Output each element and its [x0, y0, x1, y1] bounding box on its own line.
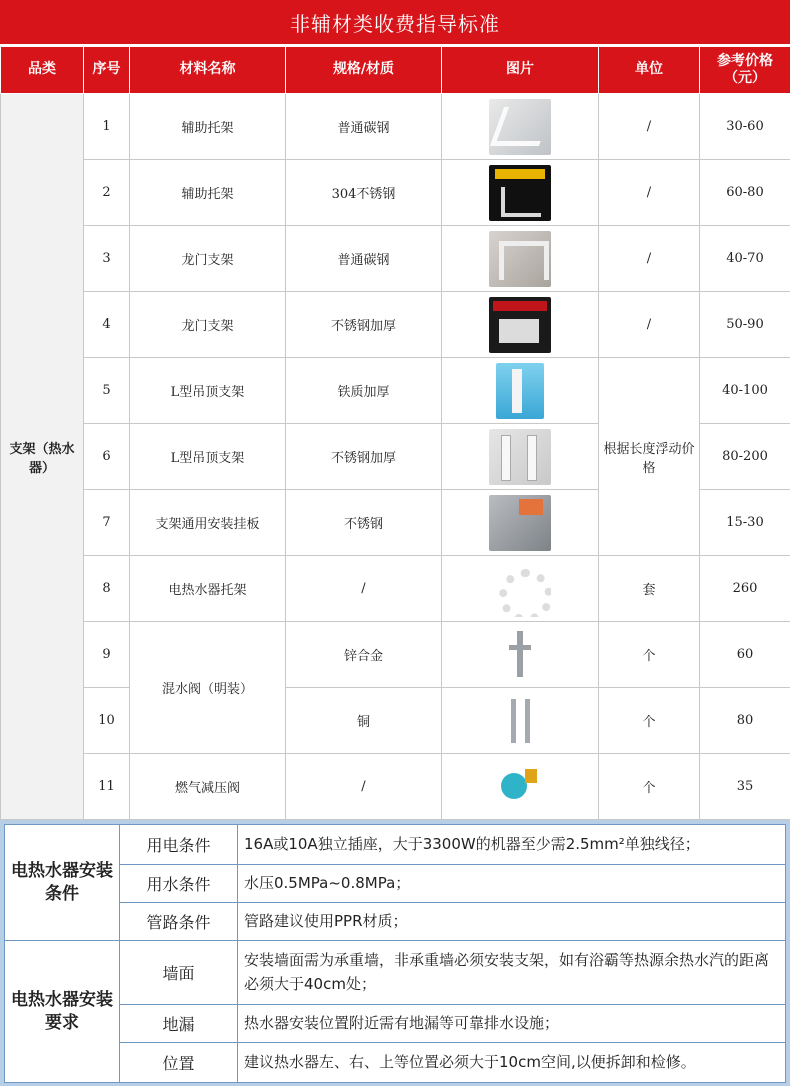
row-price: 260 — [700, 556, 790, 622]
row-spec: 不锈钢 — [286, 490, 442, 556]
row-spec: 铜 — [286, 688, 442, 754]
installation-panel — [0, 820, 790, 1086]
row-unit: / — [599, 160, 700, 226]
row-no: 11 — [84, 754, 130, 820]
row-spec: / — [286, 754, 442, 820]
steel-bracket-image — [489, 99, 551, 155]
row-name: 燃气减压阀 — [130, 754, 286, 820]
requirement-value: 建议热水器左、右、上等位置必须大于10cm空间,以便拆卸和检修。 — [238, 1043, 786, 1083]
copper-mixing-valve-image — [489, 693, 551, 749]
row-price: 40-70 — [700, 226, 790, 292]
requirement-label: 位置 — [120, 1043, 238, 1083]
row-name: 支架通用安装挂板 — [130, 490, 286, 556]
condition-row — [5, 865, 786, 903]
zinc-mixing-valve-image — [489, 627, 551, 683]
row-price: 30-60 — [700, 94, 790, 160]
header-no: 序号 — [84, 47, 130, 94]
l-ceiling-bracket-image — [496, 363, 544, 419]
row-price: 80-200 — [700, 424, 790, 490]
mounting-plate-image — [489, 495, 551, 551]
row-name: L型吊顶支架 — [130, 358, 286, 424]
row-spec: 铁质加厚 — [286, 358, 442, 424]
row-no: 5 — [84, 358, 130, 424]
stainless-bracket-image — [489, 165, 551, 221]
row-price: 60-80 — [700, 160, 790, 226]
row-no: 9 — [84, 622, 130, 688]
requirement-row — [5, 1043, 786, 1083]
row-spec: / — [286, 556, 442, 622]
row-price: 40-100 — [700, 358, 790, 424]
row-price: 80 — [700, 688, 790, 754]
table-row — [1, 226, 790, 292]
table-row — [1, 160, 790, 226]
header-spec: 规格/材质 — [286, 47, 442, 94]
install-requirements-group: 电热水器安装要求 — [5, 941, 120, 1083]
condition-label: 管路条件 — [120, 903, 238, 941]
row-name: 辅助托架 — [130, 160, 286, 226]
condition-value: 水压0.5MPa~0.8MPa； — [238, 865, 786, 903]
row-no: 2 — [84, 160, 130, 226]
header-unit: 单位 — [599, 47, 700, 94]
row-unit: 个 — [599, 688, 700, 754]
row-price: 50-90 — [700, 292, 790, 358]
l-ceiling-stainless-image — [489, 429, 551, 485]
row-price: 35 — [700, 754, 790, 820]
table-row — [1, 688, 790, 754]
fee-table — [0, 46, 790, 820]
row-name: 辅助托架 — [130, 94, 286, 160]
row-name: 龙门支架 — [130, 226, 286, 292]
category-cell: 支架（热水器） — [1, 94, 84, 820]
condition-row — [5, 903, 786, 941]
installation-table — [4, 824, 786, 1083]
row-no: 4 — [84, 292, 130, 358]
header-image: 图片 — [442, 47, 599, 94]
gas-regulator-image — [489, 759, 551, 815]
unit-merged-cell: 根据长度浮动价格 — [599, 358, 700, 556]
heater-tray-image — [489, 561, 551, 617]
row-name: 龙门支架 — [130, 292, 286, 358]
table-row — [1, 754, 790, 820]
table-row — [1, 94, 790, 160]
install-conditions-group: 电热水器安装条件 — [5, 825, 120, 941]
row-no: 10 — [84, 688, 130, 754]
requirement-label: 地漏 — [120, 1005, 238, 1043]
row-price: 15-30 — [700, 490, 790, 556]
row-no: 8 — [84, 556, 130, 622]
requirement-value: 安装墙面需为承重墙，非承重墙必须安装支架，如有浴霸等热源余热水汽的距离必须大于40cm处； — [238, 941, 786, 1005]
row-name: 电热水器托架 — [130, 556, 286, 622]
row-name: 混水阀（明装） — [130, 622, 286, 754]
row-unit: 个 — [599, 754, 700, 820]
row-no: 7 — [84, 490, 130, 556]
row-unit: / — [599, 226, 700, 292]
row-unit: / — [599, 94, 700, 160]
stainless-gantry-image — [489, 297, 551, 353]
row-unit: / — [599, 292, 700, 358]
header-name: 材料名称 — [130, 47, 286, 94]
table-row — [1, 358, 790, 424]
condition-value: 16A或10A独立插座，大于3300W的机器至少需2.5mm²单独线径； — [238, 825, 786, 865]
row-spec: 304不锈钢 — [286, 160, 442, 226]
requirement-value: 热水器安装位置附近需有地漏等可靠排水设施； — [238, 1005, 786, 1043]
row-unit: 套 — [599, 556, 700, 622]
row-spec: 普通碳钢 — [286, 94, 442, 160]
table-row — [1, 292, 790, 358]
row-no: 3 — [84, 226, 130, 292]
condition-row — [5, 825, 786, 865]
row-spec: 不锈钢加厚 — [286, 292, 442, 358]
table-row — [1, 622, 790, 688]
row-no: 1 — [84, 94, 130, 160]
table-row — [1, 556, 790, 622]
page-title: 非辅材类收费指导标准 — [0, 0, 790, 44]
condition-label: 用电条件 — [120, 825, 238, 865]
row-no: 6 — [84, 424, 130, 490]
row-spec: 锌合金 — [286, 622, 442, 688]
condition-label: 用水条件 — [120, 865, 238, 903]
header-price: 参考价格（元） — [700, 47, 790, 94]
row-name: L型吊顶支架 — [130, 424, 286, 490]
gantry-bracket-image — [489, 231, 551, 287]
row-spec: 不锈钢加厚 — [286, 424, 442, 490]
requirement-label: 墙面 — [120, 941, 238, 1005]
row-unit: 个 — [599, 622, 700, 688]
row-spec: 普通碳钢 — [286, 226, 442, 292]
condition-value: 管路建议使用PPR材质； — [238, 903, 786, 941]
requirement-row — [5, 941, 786, 1005]
header-category: 品类 — [1, 47, 84, 94]
requirement-row — [5, 1005, 786, 1043]
table-header-row — [1, 47, 790, 94]
row-price: 60 — [700, 622, 790, 688]
